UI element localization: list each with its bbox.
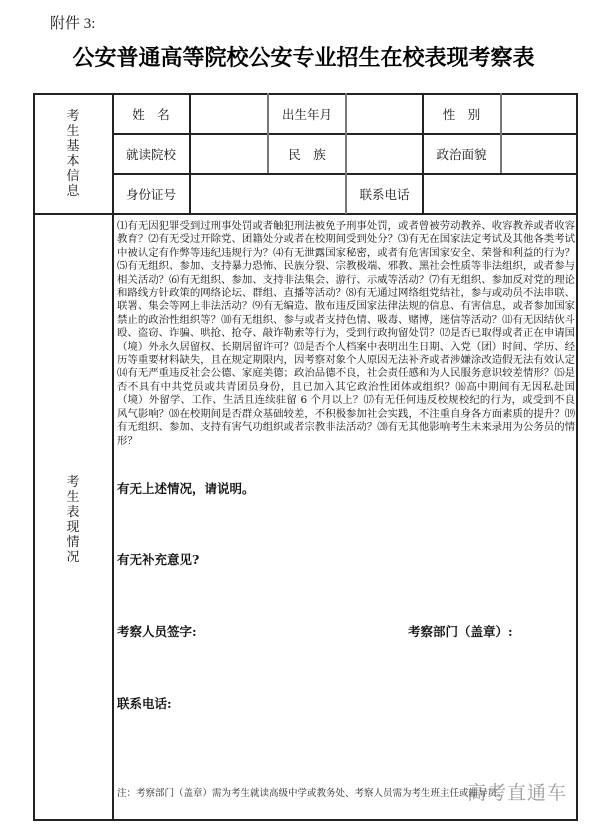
- label-char: 息: [66, 183, 80, 199]
- attachment-label: 附件 3:: [50, 16, 96, 32]
- political-status-field[interactable]: [502, 134, 576, 173]
- label-char: 考: [66, 108, 80, 124]
- label-char: 生: [66, 123, 80, 139]
- label-char: 况: [66, 550, 80, 565]
- ethnicity-label: 民 族: [288, 146, 326, 162]
- name-field[interactable]: [190, 94, 267, 133]
- birth-label: 出生年月: [281, 106, 332, 122]
- inspecting-dept-label: 考察部门（盖章）:: [408, 624, 513, 639]
- name-label: 姓 名: [132, 106, 170, 122]
- political-status-label: 政治面貌: [436, 146, 487, 162]
- ethnicity-field[interactable]: [347, 134, 422, 173]
- label-char: 信: [66, 168, 80, 184]
- id-number-label: 身份证号: [125, 186, 176, 202]
- supplement-prompt: 有无补充意见?: [117, 552, 200, 567]
- question-list: ⑴有无因犯罪受到过刑事处罚或者触犯刑法被免予刑事处罚，或者曾被劳动教养、收容教养或者收容教育？⑵有无受过开除党、团籍处分或者在校期间受到处分？⑶有无在国家法定考试及其他各类考试中被认定有作弊等违纪违规行为？⑷有无泄露国家秘密，或者有危害国家安全、荣誉和利益的行为？⑸有无组织、参加、支持暴力恐怖、民族分裂、宗教极端、邪教、黑社会性质等非法组织，或者参与相关活动？⑹有无组织、参加、支持非法集会、游行、示威等活动？⑺有无组织、参加反对党的理论和路线方针政策的网络论坛、群组、直播等活动？⑻有无通过网络组党结社，参与或动员不法串联、联署、集会等网上非法活动？⑼有无编造、散布违反国家法律法规的信息、有害信息，或者参加国家禁止的政治性组织等？⑽有无组织、参与或者支持色情、吸毒、赌博，迷信等活动？⑾有无因结伙斗殴、盗窃、诈骗、哄抢、抢夺、敲诈勒索等行为，受到行政拘留处罚？⑿是否已取得或者正在申请国（境）外永久居留权、长期居留许可？⒀是否个人档案中表明出生日期、入党（团）时间、学历、经历等重要材料缺失，且在规定期限内，因考察对象个人原因无法补齐或者涉嫌涂改造假无法有效认定⒁有无严重违反社会公德、家庭美德；政治品德不良，社会责任感和为人民服务意识较差情形？⒂是否不具有中共党员或共青团员身份，且已加入其它政治性团体或组织？⒃高中期间有无因私赴国（境）外留学、工作、生活且连续驻留 6 个月以上？⒄有无任何违反校规校纪的行为，或受到不良风气影响？⒅在校期间是否群众基础较差，不积极参加社会实践，不注重自身各方面素质的提升？⒆有无组织、参加、支持有害气功组织或者宗教非法活动？⒇有无其他影响考生未来录用为公务员的情形？: [117, 220, 575, 447]
- basic-info-section-label: [34, 94, 112, 213]
- footnote: 注：考察部门（盖章）需为考生就读高级中学或教务处、考察人员需为考生班主任或辅导员。: [117, 788, 507, 799]
- watermark: 高考直通车: [467, 782, 568, 804]
- id-number-field[interactable]: [190, 174, 345, 213]
- label-char: 表: [66, 505, 80, 520]
- phone-label: 联系电话: [359, 186, 410, 202]
- phone-field[interactable]: [423, 174, 576, 213]
- performance-section-label: [34, 450, 112, 590]
- table-border-right: [576, 93, 578, 820]
- school-field[interactable]: [190, 134, 267, 173]
- table-border-bottom: [33, 819, 578, 821]
- label-char: 考: [66, 475, 80, 490]
- gender-label: 性 别: [442, 106, 481, 122]
- inspector-signature-label: 考察人员签字:: [117, 624, 197, 639]
- contact-phone-label: 联系电话:: [117, 696, 172, 711]
- school-label: 就读院校: [125, 146, 176, 162]
- explain-prompt: 有无上述情况，请说明。: [117, 481, 255, 496]
- gender-field[interactable]: [502, 94, 576, 133]
- label-char: 现: [66, 520, 80, 535]
- label-char: 基: [66, 138, 80, 154]
- label-char: 本: [66, 153, 80, 169]
- label-char: 生: [66, 490, 80, 505]
- label-char: 情: [66, 535, 80, 550]
- birth-field[interactable]: [347, 94, 422, 133]
- page-title: 公安普通高等院校公安专业招生在校表现考察表: [72, 45, 535, 71]
- row-divider-3: [33, 213, 578, 215]
